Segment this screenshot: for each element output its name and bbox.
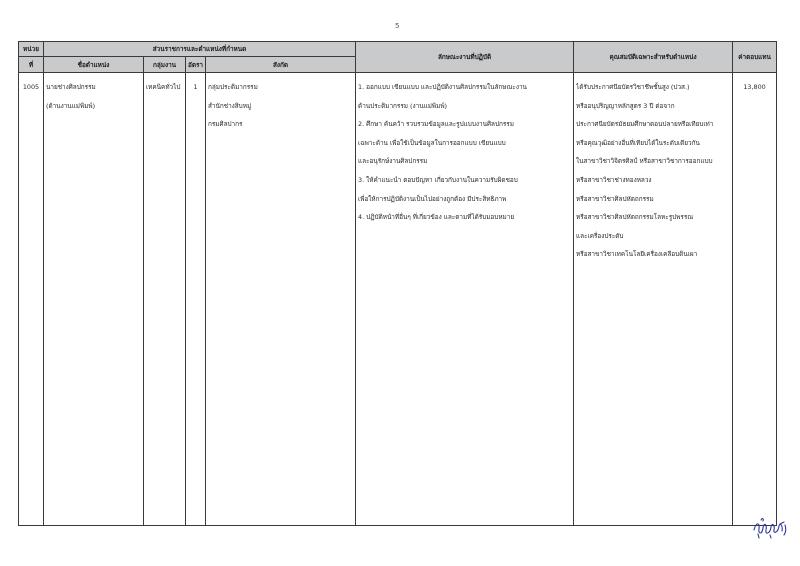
affiliation-line: สำนักช่างสิบหมู่ (208, 101, 252, 110)
job-line: เฉพาะด้าน เพื่อใช้เป็นข้อมูลในการออกแบบ เขียนแบบ (358, 138, 506, 147)
cell-affiliation (206, 73, 356, 526)
header-row-1 (19, 42, 777, 57)
job-line: 4. ปฏิบัติหน้าที่อื่นๆ ที่เกี่ยวข้อง และตามที่ได้รับมอบหมาย (358, 213, 515, 222)
qualification-line: หรืออนุปริญญาหลักสูตร 3 ปี ต่อจาก (576, 101, 675, 110)
position-line: นายช่างศิลปกรรม (46, 83, 96, 91)
header-compensation: ค่าตอบแทน (733, 42, 777, 73)
qualification-line: หรือสาขาวิชาศิลปหัตถกรรมโลหะรูปพรรณ (576, 213, 694, 222)
cell-position-name (44, 73, 144, 526)
qualification-line: หรือสาขาวิชาศิลปหัตถกรรม (576, 194, 654, 203)
qualification-line: และเครื่องประดับ (576, 231, 624, 240)
affiliation-line: กลุ่มประติมากรรม (208, 83, 258, 91)
position-line: (ด้านงานแม่พิมพ์) (46, 101, 96, 110)
affiliation-line: กรมศิลปากร (208, 120, 243, 129)
cell-job-description (356, 73, 574, 526)
header-affiliation: สังกัด (206, 57, 356, 73)
header-position-name: ชื่อตำแหน่ง (44, 57, 144, 73)
position-table (18, 41, 777, 526)
qualification-line: ได้รับประกาศนียบัตรวิชาชีพชั้นสูง (ปวส.) (576, 83, 690, 91)
qualification-line: หรือคุณวุฒิอย่างอื่นที่เทียบได้ในระดับเดียวกัน (576, 138, 700, 147)
qualification-line: หรือสาขาวิชาเทคโนโลยีเครื่องเคลือบดินเผา (576, 250, 698, 259)
cell-work-group: เทคนิคทั่วไป (144, 73, 186, 526)
qualification-line: ในสาขาวิชาวิจิตรศิลป์ หรือสาขาวิชาการออกแบบ (576, 157, 713, 166)
cell-qualifications (574, 73, 733, 526)
job-line: 1. ออกแบบ เขียนแบบ และปฏิบัติงานศิลปกรรมในลักษณะงาน (358, 83, 527, 91)
header-unit: หน่วย (19, 42, 44, 57)
header-unit-no: ที่ (19, 57, 44, 73)
signature-icon (750, 516, 792, 540)
header-job-description: ลักษณะงานที่ปฏิบัติ (356, 42, 574, 73)
qualification-line: หรือสาขาวิชาช่างทองหลวง (576, 175, 652, 184)
page-number: 5 (395, 22, 400, 30)
job-line: เพื่อให้การปฏิบัติงานเป็นไปอย่างถูกต้อง มีประสิทธิภาพ (358, 194, 507, 203)
job-line: 2. ศึกษา ค้นคว้า รวบรวมข้อมูลและรูปแบบงานศิลปกรรม (358, 120, 514, 129)
job-line: และอนุรักษ์งานศิลปกรรม (358, 157, 428, 166)
header-rate: อัตรา (186, 57, 206, 73)
cell-compensation: 13,800 (733, 73, 777, 526)
table-row (19, 73, 777, 526)
cell-rate: 1 (186, 73, 206, 526)
header-group: ส่วนราชการและตำแหน่งที่กำหนด (44, 42, 356, 57)
header-qualifications: คุณสมบัติเฉพาะสำหรับตำแหน่ง (574, 42, 733, 73)
job-line: ด้านประติมากรรม (งานแม่พิมพ์) (358, 101, 448, 110)
header-work-group: กลุ่มงาน (144, 57, 186, 73)
cell-unit-no: 1005 (19, 73, 44, 526)
qualification-line: ประกาศนียบัตรมัธยมศึกษาตอนปลายหรือเทียบเท่า (576, 120, 714, 129)
job-line: 3. ให้คำแนะนำ ตอบปัญหา เกี่ยวกับงานในความรับผิดชอบ (358, 175, 518, 184)
